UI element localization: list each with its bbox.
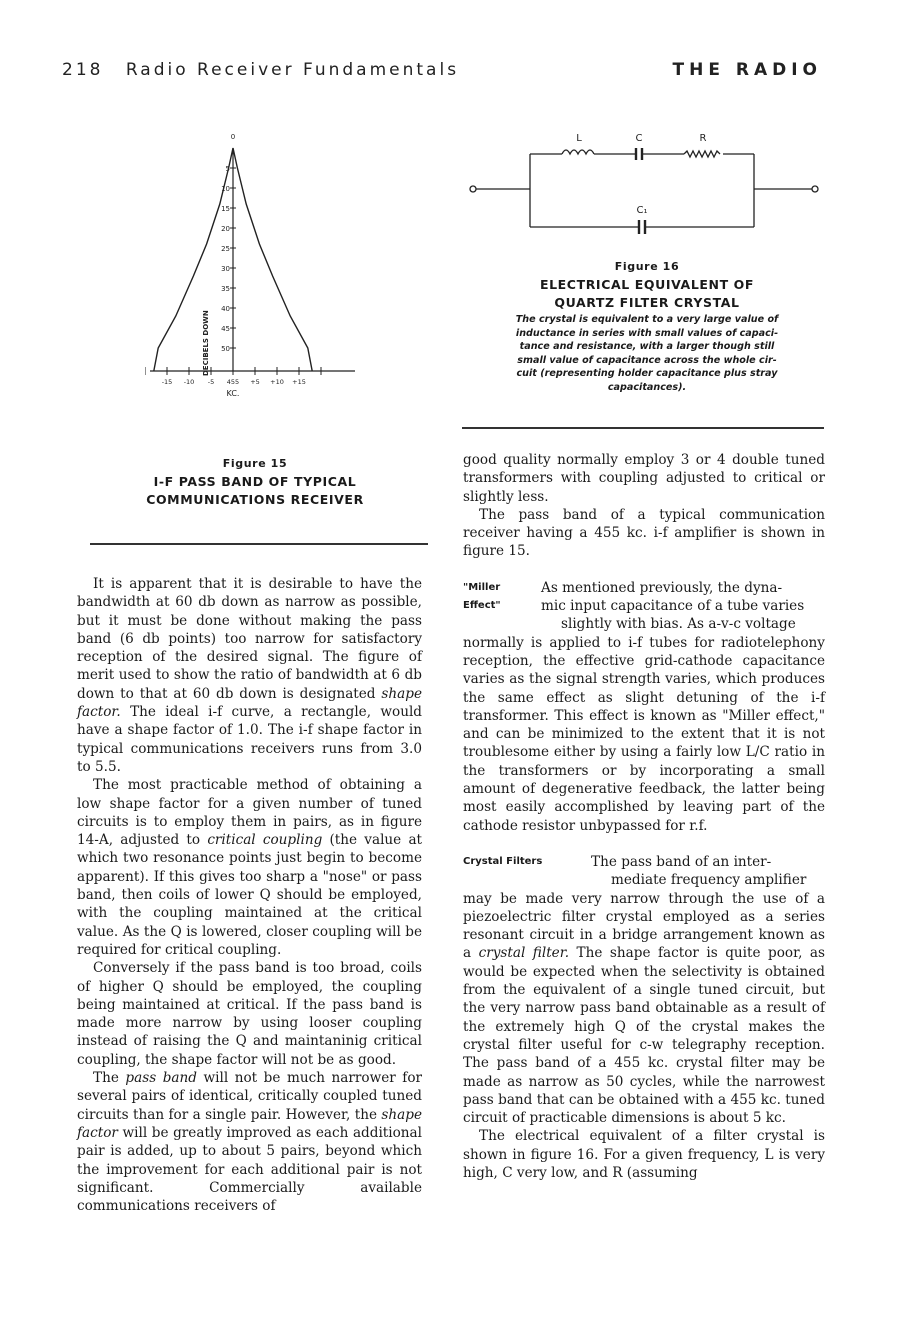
paragraph: The pass band of a typical communication receiver having a 455 kc. i-f amplifier is shown in figure 15. [463, 506, 825, 560]
y-axis-label: DECIBELS DOWN [202, 310, 210, 376]
figure-16-title-1: ELECTRICAL EQUIVALENT OF [539, 277, 755, 292]
miller-effect-section: "Miller Effect" As mentioned previously, the dyna- mic input capacitance of a tube varies slightly with bias. As a-v-c voltage [463, 579, 805, 633]
y-tick-label: 25 [221, 245, 230, 253]
figure-16-title-2: QUARTZ FILTER CRYSTAL [554, 295, 740, 310]
y-tick-label: 35 [221, 285, 230, 293]
figure-15-chart [145, 128, 365, 398]
running-header-left [62, 60, 459, 80]
label-C: C [635, 133, 643, 144]
paragraph: The electrical equivalent of a filter crystal is shown in figure 16. For a given frequency, L is very high, C very low, and R (assuming [463, 1128, 825, 1181]
paragraph: good quality normally employ 3 or 4 double tuned transformers with coupling adjusted to critical or slightly less. [463, 452, 825, 505]
crystal-filters-section: Crystal Filters The pass band of an inter- mediate frequency amplifier [463, 853, 807, 889]
y-tick-label: 30 [221, 265, 230, 273]
paragraph: The most practicable method of obtaining a low shape factor for a given number of tuned circuits is to employ them in pairs, as in figure 14-A, adjusted to critical coupling (the value at which two resonance points just begin to become apparent). If this gives too sharp a "nose" or pass band, then coils of lower Q should be employed, with the coupling maintained at the critical value. As the Q is lowered, closer coupling will be required for critical coupling. [77, 777, 423, 958]
side-heading-crystal-filters: Crystal Filters [463, 855, 543, 867]
figure-16-caption [462, 258, 832, 312]
x-tick-label: -15 [161, 378, 173, 386]
x-tick-label: 455 [226, 378, 240, 386]
left-column-text [77, 575, 422, 1215]
y-tick-label: 0 [230, 133, 236, 141]
figure-15-title-1: I-F PASS BAND OF TYPICAL [153, 474, 357, 489]
right-column-text [463, 451, 825, 1182]
right-divider [462, 427, 824, 429]
label-C1: C₁ [636, 205, 648, 216]
chapter-title: THE RADIO [672, 60, 822, 80]
paragraph: The pass band will not be much narrower for several pairs of identical, critically coupled tuned circuits than for a single pair. However, the shape factor will be greatly improved as each additional pair is added, up to about 5 pairs, beyond which the improvement for each additional pair is not significant. Commercially available communications receivers of [77, 1070, 422, 1215]
figure-15-caption [90, 455, 420, 509]
paragraph: It is apparent that it is desirable to have the bandwidth at 60 db down as narrow as possible, but it must be done without making the pass band (6 db points) too narrow for satisfactory reception of the desired signal. The figure of merit used to show the ratio of bandwidth at 6 db down to that at 60 db down is designated shape factor. The ideal i-f curve, a rectangle, would have a shape factor of 1.0. The i-f shape factor in typical communications receivers runs from 3.0 to 5.5. [77, 576, 422, 775]
x-tick-label: +10 [270, 378, 284, 386]
left-divider [90, 543, 428, 545]
figure-16-circuit [462, 128, 832, 238]
y-tick-label: 40 [221, 305, 230, 313]
x-tick-label: -5 [207, 378, 215, 386]
page-number: 218 [62, 60, 104, 80]
input-terminal [470, 186, 476, 192]
y-tick-label: 45 [221, 325, 230, 333]
resistor-R [684, 151, 720, 157]
x-tick-label: -10 [183, 378, 195, 386]
inductor-L [562, 150, 594, 154]
output-terminal [812, 186, 818, 192]
x-axis-label: KC. [226, 389, 240, 398]
figure-15-number: Figure 15 [222, 457, 288, 470]
y-tick-label: 50 [221, 345, 230, 353]
x-tick-label: +5 [250, 378, 260, 386]
figure-16-number: Figure 16 [614, 260, 680, 273]
paragraph: normally is applied to i-f tubes for radiotelephony reception, the effective grid-cathode capacitance varies as the signal strength varies, which produces the same effect as slight detuning of the i-f transformer. This effect is known as "Miller effect," and can be minimized to the extent that it is not troublesome either by using a fairly low L/C ratio in the transformers or by incorporating a small amount of degenerative feedback, the latter being most easily accomplished by leaving part of the cathode resistor unbypassed for r.f. [463, 634, 825, 834]
figure-16-description: The crystal is equivalent to a very large value of inductance in series with small values of capaci- tance and resistance, with a larger though still small value of capacitance across the whole cir- cuit (representing holder capacitance plus stray capacitances). [515, 314, 779, 393]
side-heading-miller: "Miller Effect" [463, 581, 501, 612]
book-title: Radio Receiver Fundamentals [125, 60, 460, 80]
y-tick-label: 20 [221, 225, 230, 233]
y-tick-label: 15 [221, 205, 230, 213]
label-L: L [576, 133, 582, 144]
x-tick-label: +15 [292, 378, 306, 386]
paragraph: Conversely if the pass band is too broad, coils of higher Q should be employed, the coupling being maintained at critical. If the pass band is made more narrow by using looser coupling instead of raising the Q and maintaninig critical coupling, the shape factor will not be as good. [77, 960, 422, 1068]
y-tick-label: 10 [221, 185, 230, 193]
label-R: R [699, 133, 707, 144]
paragraph: may be made very narrow through the use of a piezoelectric filter crystal employed as a series resonant circuit in a bridge arrangement known as a crystal filter. The shape factor is quite poor, as would be expected when the selectivity is obtained from the equivalent of a single tuned circuit, but the very narrow pass band obtainable as a result of the extremely high Q of the crystal makes the crystal filter useful for c-w telegraphy reception. The pass band of a 455 kc. crystal filter may be made as narrow as 50 cycles, while the narrowest pass band that can be obtained with a 455 kc. tuned circuit of practicable dimensions is about 5 kc. [463, 890, 825, 1127]
y-tick-label: 5 [225, 165, 230, 173]
figure-15-title-2: COMMUNICATIONS RECEIVER [146, 492, 364, 507]
